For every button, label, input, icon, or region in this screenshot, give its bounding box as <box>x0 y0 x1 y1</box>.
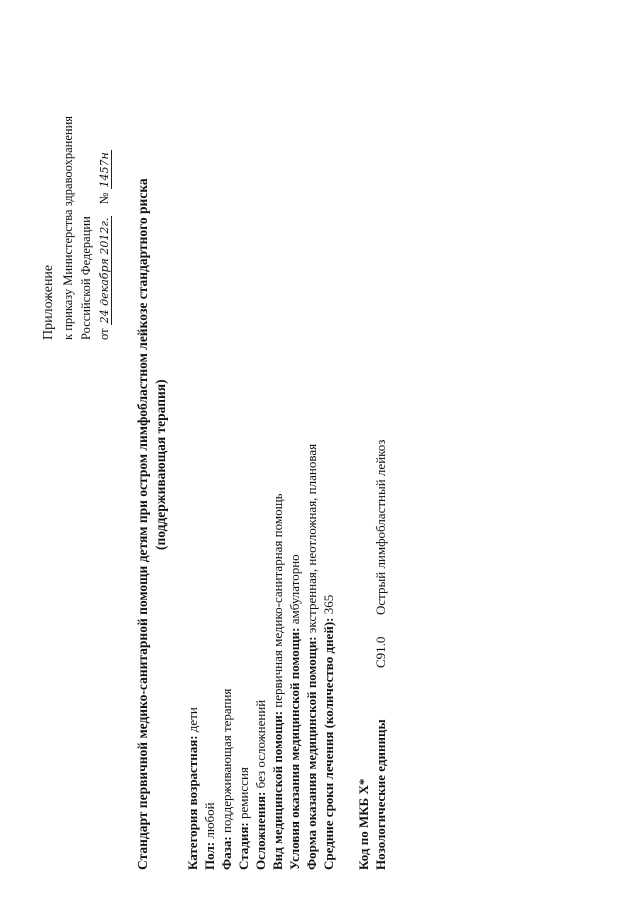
field-treatment-duration <box>322 595 335 870</box>
field-phase <box>220 689 233 870</box>
field-label: Пол: <box>202 841 217 870</box>
standard-title-line-1: Стандарт первичной медико-санитарной помощи детям при остром лимфобластном лейкозе стандартного риска <box>135 178 150 870</box>
field-complications <box>254 700 267 870</box>
field-care-conditions <box>288 554 301 870</box>
icd-code: C91.0 <box>373 636 388 668</box>
field-label: Стадия: <box>236 822 251 870</box>
field-value: амбулаторно <box>287 554 302 628</box>
field-value: первичная медико-санитарная помощь <box>270 493 285 711</box>
field-value: экстренная, неотложная, плановая <box>304 443 319 637</box>
field-label: Средние сроки лечения (количество дней): <box>321 617 336 870</box>
field-value: любой <box>202 802 217 842</box>
field-label: Осложнения: <box>253 791 268 870</box>
date-prefix: от <box>97 328 111 340</box>
nosology-label: Нозологические единицы <box>373 719 388 870</box>
field-value: 365 <box>321 594 336 618</box>
field-label: Категория возрастная: <box>185 735 200 870</box>
field-value: дети <box>185 707 200 736</box>
icd-diagnosis-name: Острый лимфобластный лейкоз <box>373 439 388 615</box>
field-age-category <box>186 707 199 870</box>
field-label: Форма оказания медицинской помощи: <box>304 636 319 870</box>
field-care-type <box>271 493 284 870</box>
field-value: ремиссия <box>236 767 251 823</box>
standard-title-line-2: (поддерживающая терапия) <box>153 379 168 550</box>
appendix-date-line <box>98 150 111 340</box>
number-prefix: № <box>97 192 111 205</box>
field-label: Фаза: <box>219 836 234 870</box>
handwritten-number: 1457н <box>98 152 111 188</box>
field-label: Условия оказания медицинской помощи: <box>287 627 302 870</box>
appendix-line-1: к приказу Министерства здравоохранения <box>61 115 75 340</box>
appendix-line-2: Российской Федерации <box>79 216 93 340</box>
appendix-title: Приложение <box>41 264 56 340</box>
field-care-form <box>305 444 318 870</box>
field-value: поддерживающая терапия <box>219 688 234 837</box>
field-stage <box>237 767 250 870</box>
field-sex <box>203 802 216 870</box>
field-label: Вид медицинской помощи: <box>270 710 285 870</box>
field-value: без осложнений <box>253 699 268 792</box>
handwritten-date: 24 декабря 2012г. <box>98 217 111 324</box>
icd-code-label: Код по МКБ X* <box>356 778 371 870</box>
